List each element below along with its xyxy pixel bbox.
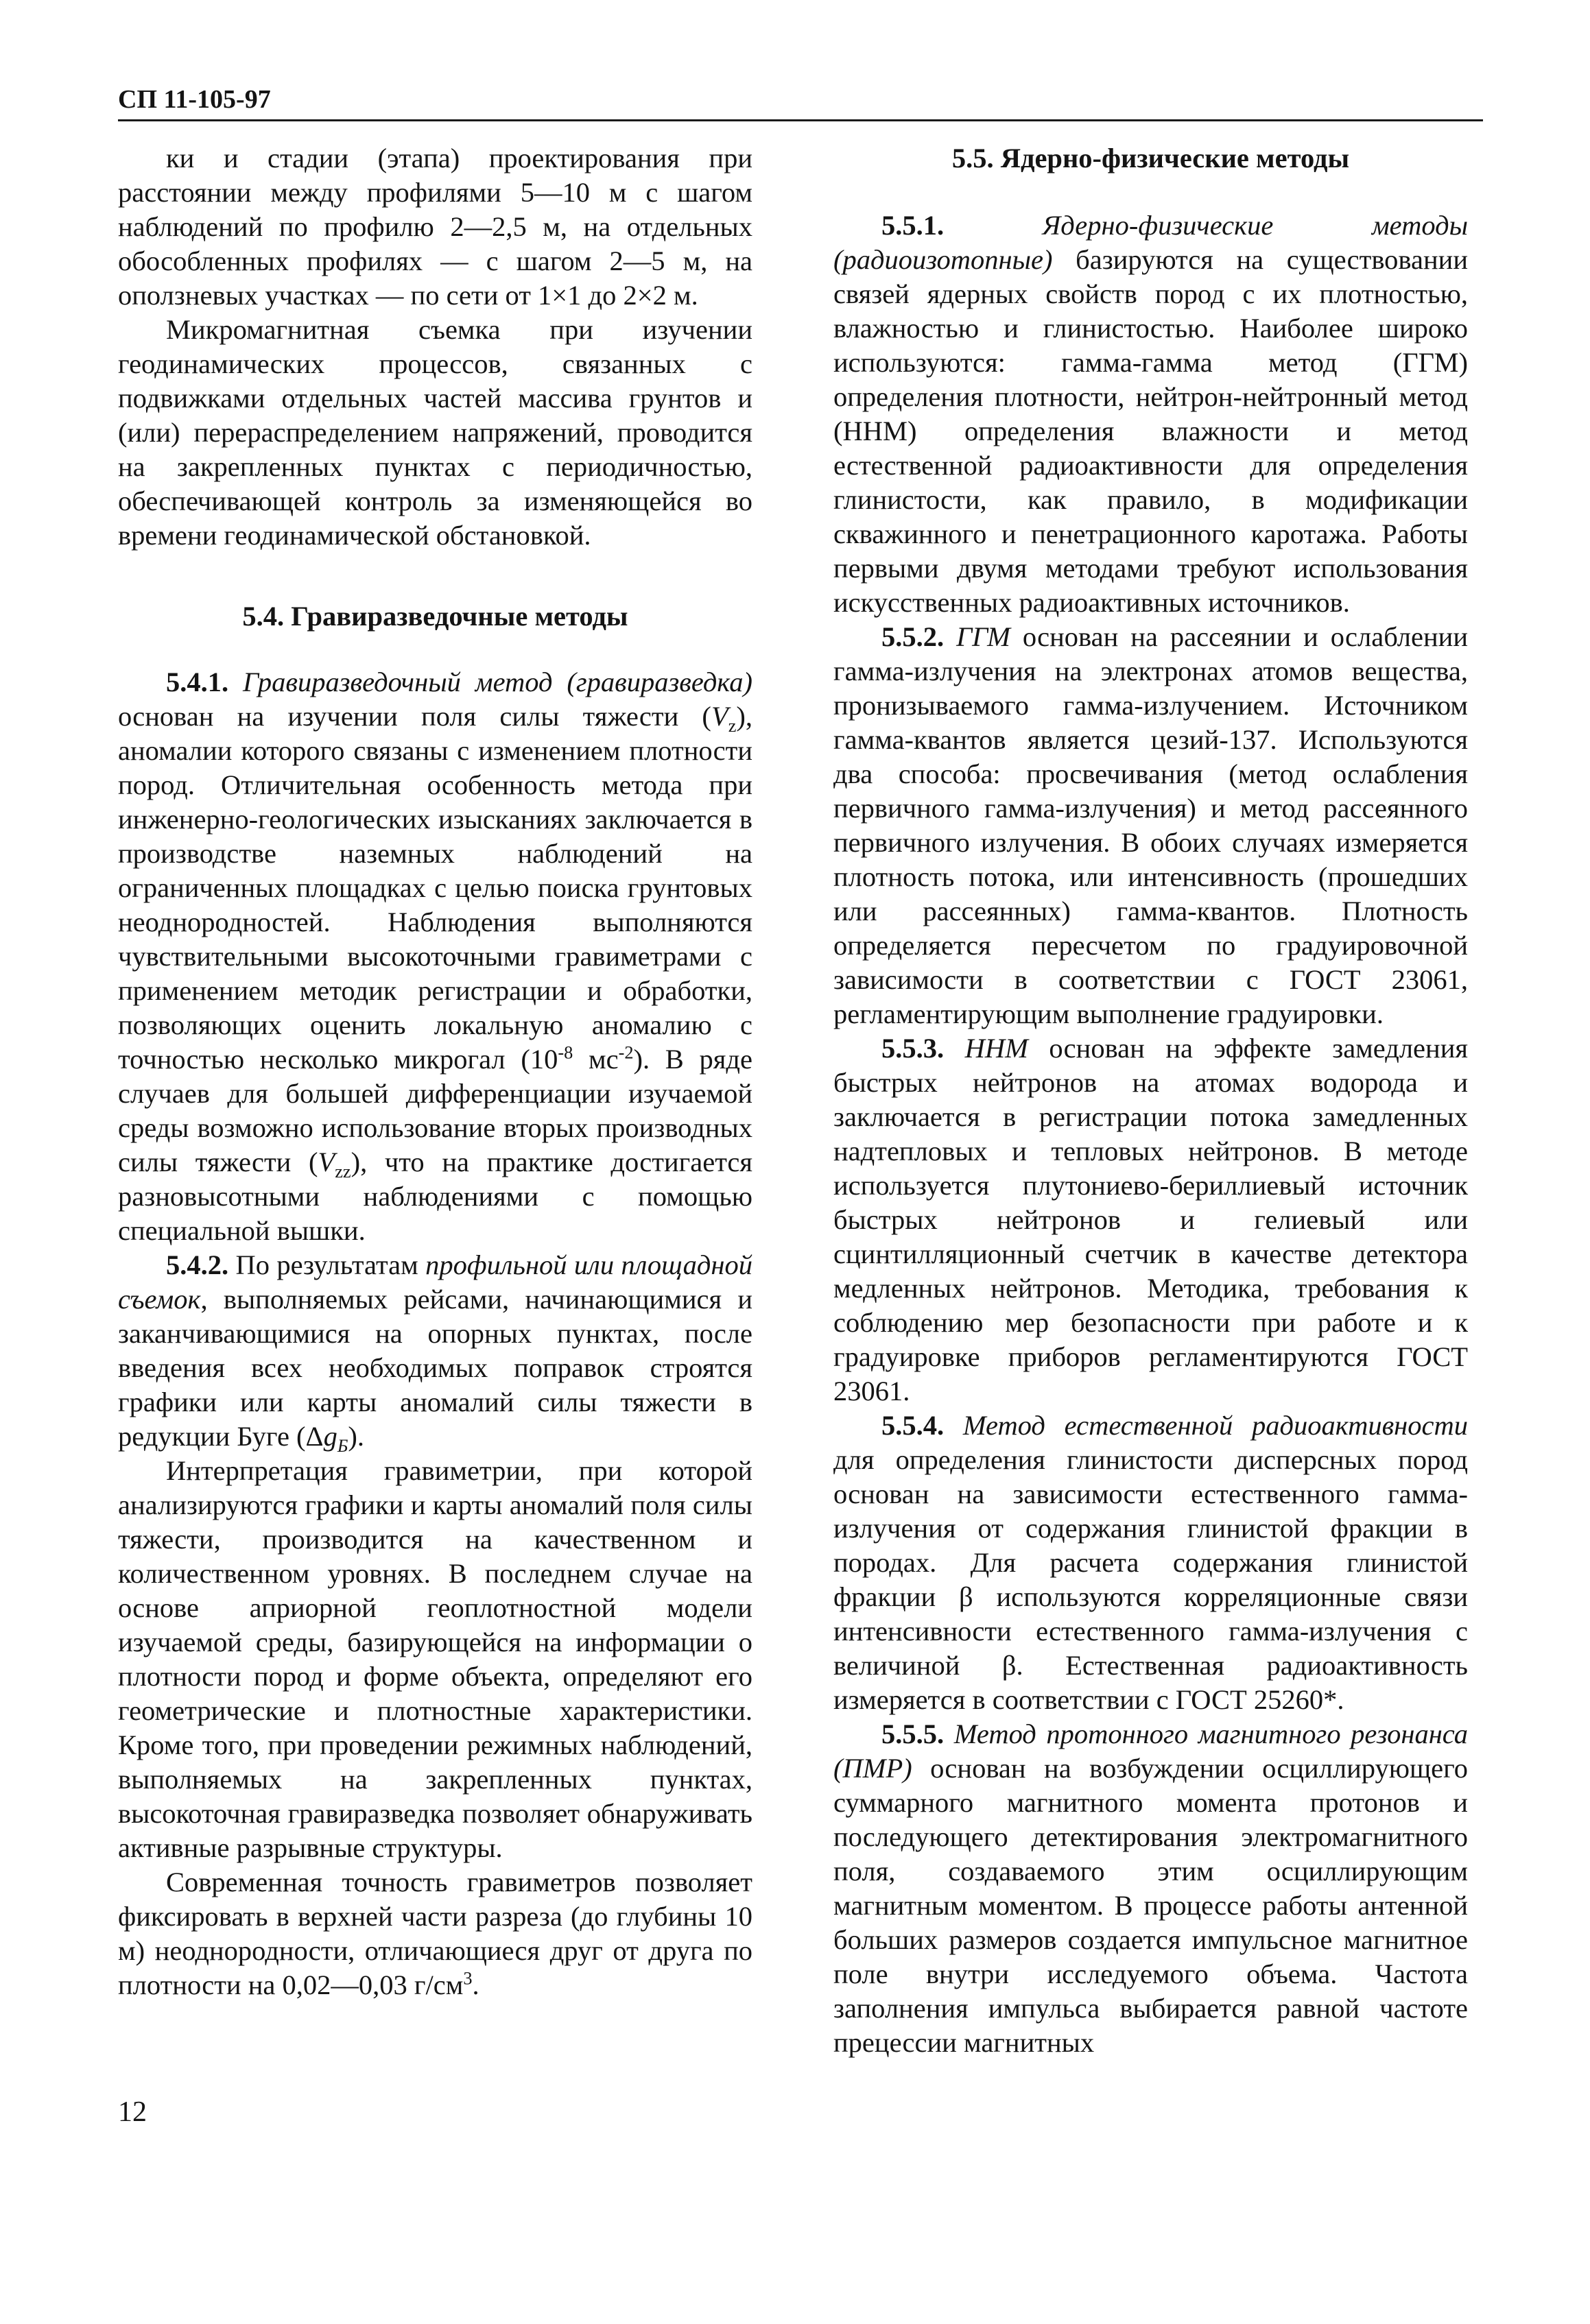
symbol-v: V (711, 701, 728, 732)
paragraph-5-4-1: 5.4.1. Гравиразведочный метод (гравиразведка) основан на изучении поля силы тяжести $(V_z)$, аномалии которого связаны с изменением плотности пород. Отличительная особенность метода при инженерно-геологических изысканиях заключается в производстве наземных наблюдений на ограниченных площадках с целью поиска грунтовых неоднородностей. Наблюдения выполняются чувствительными высокоточными гравиметрами с применением методик регистрации и обработки, позволяющих оценить локальную аномалию с точностью несколько микрогал ($10^{-8}$ $мс^{-2}$). В ряде случаев для большей дифференциации изучаемой среды возможно использование вторых производных силы тяжести $(V_{zz})$, что на практике достигается разновысотными наблюдениями с помощью специальной вышки. (118, 667, 752, 1246)
paragraph-gravimeter-accuracy: Современная точность гравиметров позволяет фиксировать в верхней части разреза (до глубины 10 м) неоднородности, отличающиеся друг от друга по плотности на 0,02—0,03 $г/см^3$. (118, 1867, 752, 2000)
clause-number: 5.4.2. (166, 1249, 229, 1280)
right-column (833, 141, 1468, 2060)
paragraph-intro-continuation: ки и стадии (этапа) проектирования при расстоянии между профилями 5—10 м с шагом наблюдений по профилю 2—2,5 м, на отдельных обособленных профилях — с шагом 2—5 м, на оползневых участках — по сети от 1×1 до 2×2 м. (118, 143, 752, 311)
paragraph-5-5-1: 5.5.1. Ядерно-физические методы (радиоизотопные) базируются на существовании связей ядерных свойств пород с их плотностью, влажностью и глинистостью. Наиболее широко используются: гамма-гамма метод (ГГМ) определения плотности, нейтрон-нейтронный метод (ННМ) определения влажности и метод естественной радиоактивности для определения глинистости, как правило, в модификации скважинного и пенетрационного каротажа. Работы первыми двумя методами требуют использования искусственных радиоактивных источников. (833, 210, 1468, 618)
clause-number: 5.5.4. (881, 1410, 945, 1441)
clause-number: 5.5.5. (881, 1718, 945, 1749)
clause-term: ГГМ (956, 621, 1010, 652)
section-title-5-5: 5.5. Ядерно-физические методы (951, 143, 1350, 173)
symbol-g: g (323, 1421, 337, 1452)
paragraph-interpretation: Интерпретация гравиметрии, при которой анализируются графики и карты аномалий поля силы тяжести, производится на качественном и количественном уровнях. В последнем случае на основе априорной геоплотностной модели изучаемой среды, базирующейся на информации о плотности пород и форме объекта, определяют его геометрические и плотностные характеристики. Кроме того, при проведении режимных наблюдений, выполняемых на закрепленных пунктах, высокоточная гравиразведка позволяет обнаруживать активные разрывные структуры. (118, 1455, 752, 1863)
clause-term: ННМ (964, 1033, 1028, 1064)
section-title-5-4: 5.4. Гравиразведочные методы (242, 601, 628, 632)
clause-term: Метод естественной радиоактивности (962, 1410, 1468, 1441)
clause-term: Гравиразведочный метод (гравиразведка) (243, 667, 752, 697)
document-code-header: СП 11-105-97 (118, 85, 271, 114)
clause-term: Метод протонного магнитного резонанса (ПМР) (833, 1718, 1468, 1784)
paragraph-5-5-3: 5.5.3. ННМ основан на эффекте замедления быстрых нейтронов на атомах водорода и заключается в регистрации потока замедленных надтепловых и тепловых нейтронов. В методе используется плутониево-бериллиевый источник быстрых нейтронов и гелиевый или сцинтилляционный счетчик в качестве детектора медленных нейтронов. Методика, требования к соблюдению мер безопасности при работе и к градуировке приборов регламентируются ГОСТ 23061. (833, 1033, 1469, 1406)
header-rule (118, 119, 1483, 121)
paragraph-5-5-2: 5.5.2. ГГМ основан на рассеянии и ослаблении гамма-излучения на электронах атомов вещества, пронизываемого гамма-излучением. Источником гамма-квантов является цезий-137. Используются два способа: просвечивания (метод ослабления первичного гамма-излучения) и метод рассеянного первичного излучения. В обоих случаях измеряется плотность потока, или интенсивность (прошедших или рассеянных) гамма-квантов. Плотность определяется пересчетом по градуировочной зависимости в соответствии с ГОСТ 23061, регламентирующим выполнение градуировки. (833, 621, 1468, 1029)
paragraph-micromagnetic-survey: Микромагнитная съемка при изучении геодинамических процессов, связанных с подвижками отдельных частей массива грунтов и (или) перераспределением напряжений, проводится на закрепленных пунктах с периодичностью, обеспечивающей контроль за изменяющейся во времени геодинамической обстановкой. (118, 314, 752, 551)
symbol-v: V (318, 1147, 335, 1177)
clause-term: Ядерно-физические методы (радиоизотопные) (833, 210, 1468, 275)
clause-number: 5.5.3. (881, 1033, 945, 1064)
clause-number: 5.4.1. (166, 667, 229, 697)
paragraph-5-5-5: 5.5.5. Метод протонного магнитного резонанса (ПМР) основан на возбуждении осциллирующего суммарного магнитного момента протонов и последующего детектирования электромагнитного поля, создаваемого этим осциллирующим магнитным моментом. В процессе работы антенной больших размеров создается импульсное магнитное поле внутри исследуемого объема. Частота заполнения импульса выбирается равной частоте прецессии магнитных (833, 1718, 1468, 2058)
clause-term: профильной или площадной съемок (118, 1249, 752, 1315)
page-number: 12 (118, 2096, 147, 2128)
paragraph-5-4-2: 5.4.2. По результатам профильной или площадной съемок, выполняемых рейсами, начинающимися и заканчивающимися на опорных пунктах, после введения всех необходимых поправок строятся графики или карты аномалий силы тяжести в редукции Буге $(\Delta g_Б)$. (118, 1249, 752, 1457)
left-column (118, 141, 752, 2002)
clause-number: 5.5.2. (881, 621, 945, 652)
paragraph-5-5-4: 5.5.4. Метод естественной радиоактивности для определения глинистости дисперсных пород основан на зависимости естественного гамма-излучения от содержания глинистой фракции в породах. Для расчета содержания глинистой фракции β используются корреляционные связи интенсивности естественного гамма-излучения с величиной β. Естественная радиоактивность измеряется в соответствии с ГОСТ 25260*. (833, 1410, 1468, 1715)
clause-number: 5.5.1. (881, 210, 945, 241)
